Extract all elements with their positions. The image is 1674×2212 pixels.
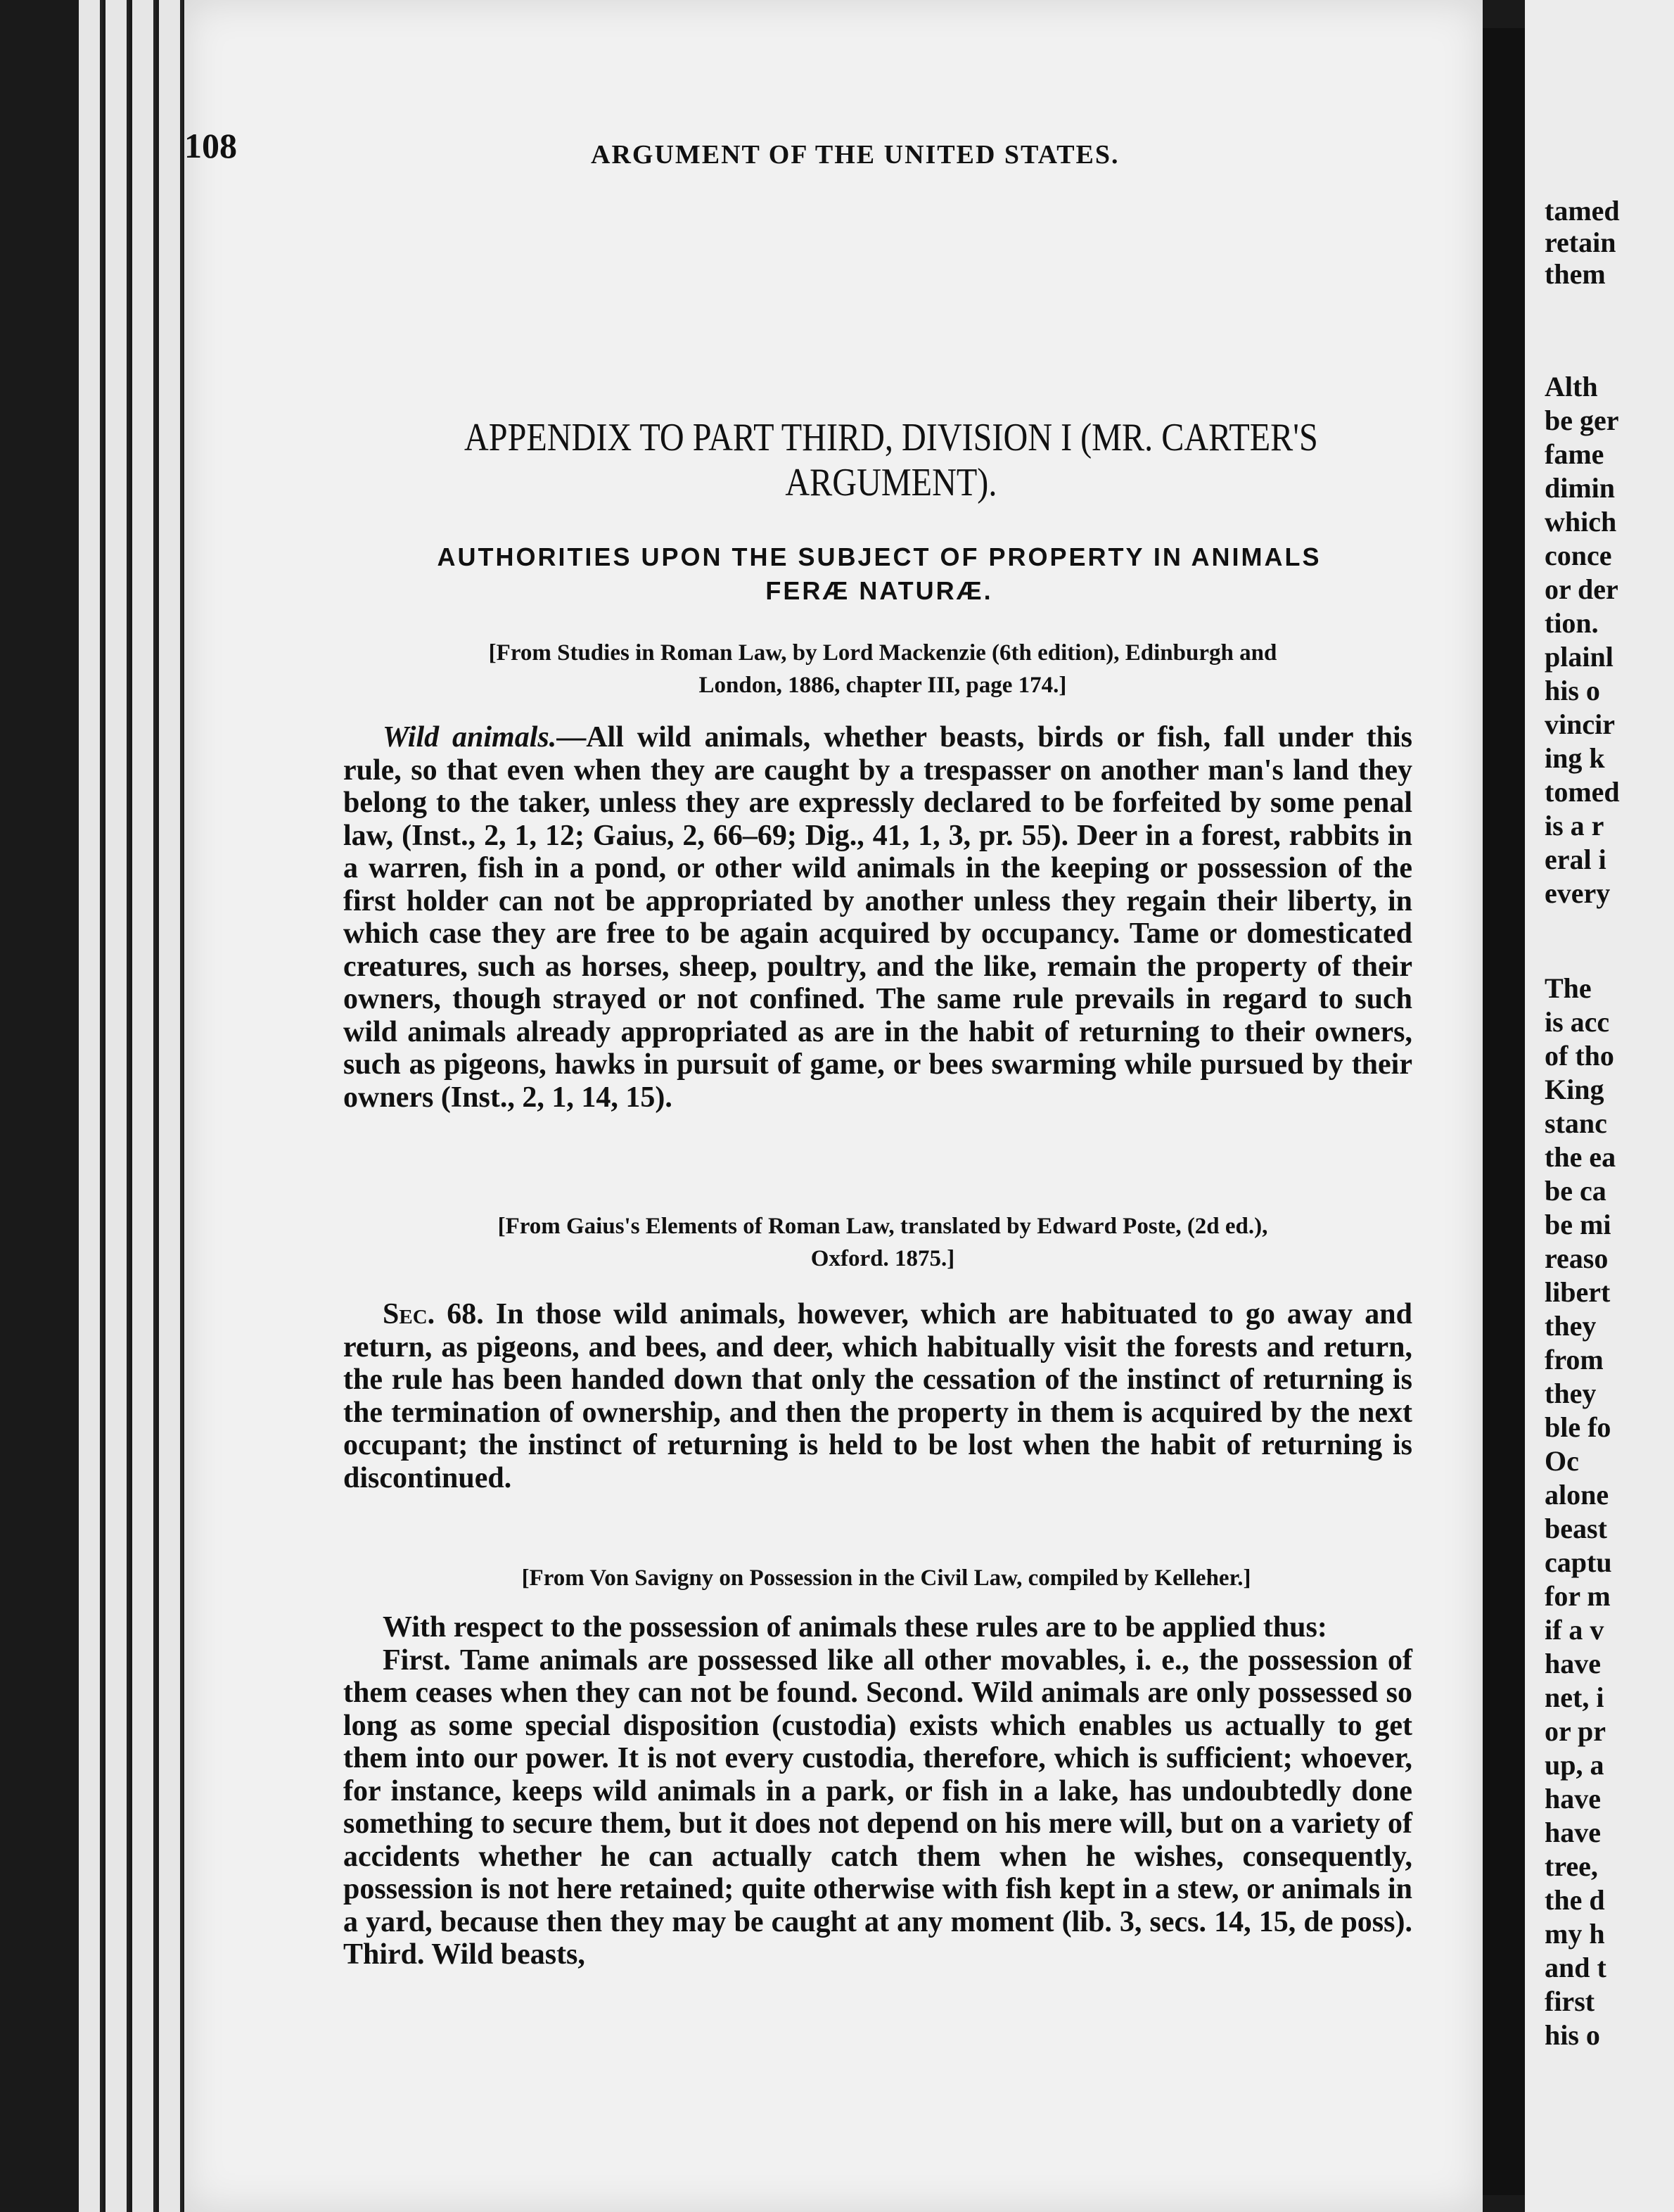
citation-gaius (366, 1210, 1400, 1275)
right-page-text-fragment: my h (1545, 1918, 1605, 1950)
right-page-text-fragment: eral i (1545, 844, 1606, 875)
right-page-text-fragment: be mi (1545, 1209, 1611, 1240)
paragraph-savigny-intro: With respect to the possession of animals these rules are to be applied thus: (383, 1611, 1327, 1644)
right-page-text-fragment: up, a (1545, 1749, 1604, 1781)
running-head: ARGUMENT OF THE UNITED STATES. (591, 140, 1120, 170)
citation-mackenzie-line-2: London, 1886, chapter III, page 174.] (698, 673, 1067, 698)
right-page-text-fragment: the ea (1545, 1141, 1616, 1173)
right-page-text-fragment: fame (1545, 438, 1604, 470)
right-page-text-fragment: The (1545, 972, 1592, 1004)
right-page-text-fragment: they (1545, 1310, 1597, 1342)
page-stack-edge-3 (132, 0, 156, 2212)
page-stack-edge-2 (106, 0, 129, 2212)
right-page-text-fragment: is a r (1545, 810, 1604, 841)
authorities-line-2: FERÆ NATURÆ. (765, 576, 993, 605)
right-page-text-fragment: of tho (1545, 1040, 1614, 1072)
citation-gaius-line-2: Oxford. 1875.] (810, 1246, 955, 1271)
right-page-text-fragment: if a v (1545, 1614, 1604, 1646)
page-number: 108 (184, 126, 237, 165)
citation-mackenzie (345, 637, 1421, 701)
paragraph-sec-68-text: In those wild animals, however, which are habituated to go away and return, as pigeons, and bees, and deer, which habitually visit the forests and return, the rule has been handed down that only the cessation of the instinct of returning is the termination of ownership, and then the property in them is acquired by the next occupant; the instinct of returning is held to be lost when the habit of returning is discontinued. (343, 1298, 1412, 1494)
appendix-title-line-1: APPENDIX TO PART THIRD, DIVISION I (MR. CARTER'S (464, 416, 1318, 459)
authorities-line-1: AUTHORITIES UPON THE SUBJECT OF PROPERTY IN ANIMALS (437, 542, 1322, 571)
right-page-text-fragment: ble fo (1545, 1411, 1611, 1443)
right-page-text-fragment: which (1545, 506, 1617, 538)
right-page-fragment (1525, 0, 1674, 2212)
right-page-text-fragment: first (1545, 1985, 1595, 2017)
right-page-text-fragment: every (1545, 877, 1611, 909)
paragraph-wild-animals-text: —All wild animals, whether beasts, birds or fish, fall under this rule, so that even when they are caught by a trespasser on another man's land they belong to the taker, unless they are expressly declared to be forfeited by some penal law, (Inst., 2, 1, 12; Gaius, 2, 66–69; Dig., 41, 1, 3, pr. 55). Deer in a forest, rabbits in a warren, fish in a pond, or other wild animals in the keeping or possession of the first holder can not be appropriated by another unless they regain their liberty, in which case they are free to be again acquired by occupancy. Tame or domesticated creatures, such as horses, sheep, poultry, and the like, remain the property of their owners, though strayed or not confined. The same rule prevails in regard to such wild animals already appropriated as are in the habit of returning to their owners, such as pigeons, hawks in pursuit of game, or bees swarming while pursued by their owners (Inst., 2, 1, 14, 15). (343, 721, 1412, 1114)
page-stack-edge-1 (79, 0, 103, 2212)
paragraph-sec-68-lead: Sec. 68. (383, 1298, 484, 1330)
right-page-text-fragment: for m (1545, 1580, 1611, 1612)
appendix-title-line-2: ARGUMENT). (785, 461, 997, 504)
right-page-text-fragment: reaso (1545, 1242, 1609, 1274)
right-page-text-fragment: Alth (1545, 371, 1598, 402)
citation-gaius-line-1: [From Gaius's Elements of Roman Law, translated by Edward Poste, (2d ed.), (497, 1214, 1268, 1239)
right-page-text-fragment: tree, (1545, 1850, 1598, 1882)
right-page-text-fragment: his o (1545, 2019, 1600, 2051)
right-page-text-fragment: stanc (1545, 1107, 1607, 1139)
right-page-text-fragment: from (1545, 1344, 1604, 1375)
right-page-text-fragment: them (1545, 258, 1606, 290)
page-stack-edge-4 (159, 0, 183, 2212)
right-page-text-fragment: and t (1545, 1952, 1606, 1983)
citation-mackenzie-line-1: [From Studies in Roman Law, by Lord Mackenzie (6th edition), Edinburgh and (488, 640, 1277, 666)
book-gutter (1483, 28, 1525, 2195)
right-page-text-fragment: the d (1545, 1884, 1605, 1916)
right-page-text-fragment: be ger (1545, 405, 1619, 436)
right-page-text-fragment: plainl (1545, 641, 1614, 673)
right-page-text-fragment: or pr (1545, 1715, 1606, 1747)
right-page-text-fragment: his o (1545, 675, 1600, 706)
right-page-text-fragment: captu (1545, 1546, 1612, 1578)
right-page-text-fragment: have (1545, 1648, 1601, 1679)
appendix-title (338, 415, 1445, 505)
right-page-text-fragment: be ca (1545, 1175, 1606, 1207)
right-page-text-fragment: alone (1545, 1479, 1609, 1511)
right-page-text-fragment: have (1545, 1817, 1601, 1848)
right-page-text-fragment: King (1545, 1074, 1604, 1105)
right-page-text-fragment: conce (1545, 540, 1612, 571)
paragraph-sec-68 (343, 1298, 1412, 1494)
right-page-text-fragment: beast (1545, 1513, 1607, 1544)
right-page-text-fragment: dimin (1545, 472, 1616, 504)
right-page-text-fragment: retain (1545, 227, 1616, 258)
right-page-text-fragment: have (1545, 1783, 1601, 1814)
right-page-text-fragment: ing k (1545, 742, 1605, 774)
right-page-text-fragment: tomed (1545, 776, 1620, 808)
right-page-text-fragment: tion. (1545, 607, 1599, 639)
paragraph-savigny (343, 1611, 1412, 1971)
right-page-text-fragment: Oc (1545, 1445, 1579, 1477)
right-page-text-fragment: they (1545, 1378, 1597, 1409)
right-page-text-fragment: or der (1545, 573, 1618, 605)
citation-savigny: [From Von Savigny on Possession in the Civil Law, compiled by Kelleher.] (521, 1565, 1251, 1591)
right-page-text-fragment: libert (1545, 1276, 1611, 1308)
authorities-heading (338, 540, 1421, 608)
right-page-text-fragment: is acc (1545, 1006, 1610, 1038)
right-page-text-fragment: vincir (1545, 708, 1615, 740)
right-page-text-fragment: net, i (1545, 1682, 1604, 1713)
paragraph-wild-animals (343, 721, 1412, 1114)
paragraph-savigny-rules: First. Tame animals are possessed like all other movables, i. e., the possession of them ceases when they can not be found. Second. Wild animals are only possessed so long as some special disposition (custodia) exists which enables us actually to get them into our power. It is not every custodia, therefore, which is sufficient; whoever, for instance, keeps wild animals in a park, or fish in a lake, has undoubtedly done something to secure them, but it does not depend on his mere will, but on a variety of accidents whether he can actually catch them when he wishes, consequently, possession is not here retained; quite otherwise with fish kept in a stew, or animals in a yard, because then they may be caught at any moment (lib. 3, secs. 14, 15, de poss). Third. Wild beasts, (343, 1644, 1412, 1971)
paragraph-wild-animals-lead: Wild animals. (383, 721, 557, 754)
right-page-text-fragment: tamed (1545, 195, 1620, 227)
